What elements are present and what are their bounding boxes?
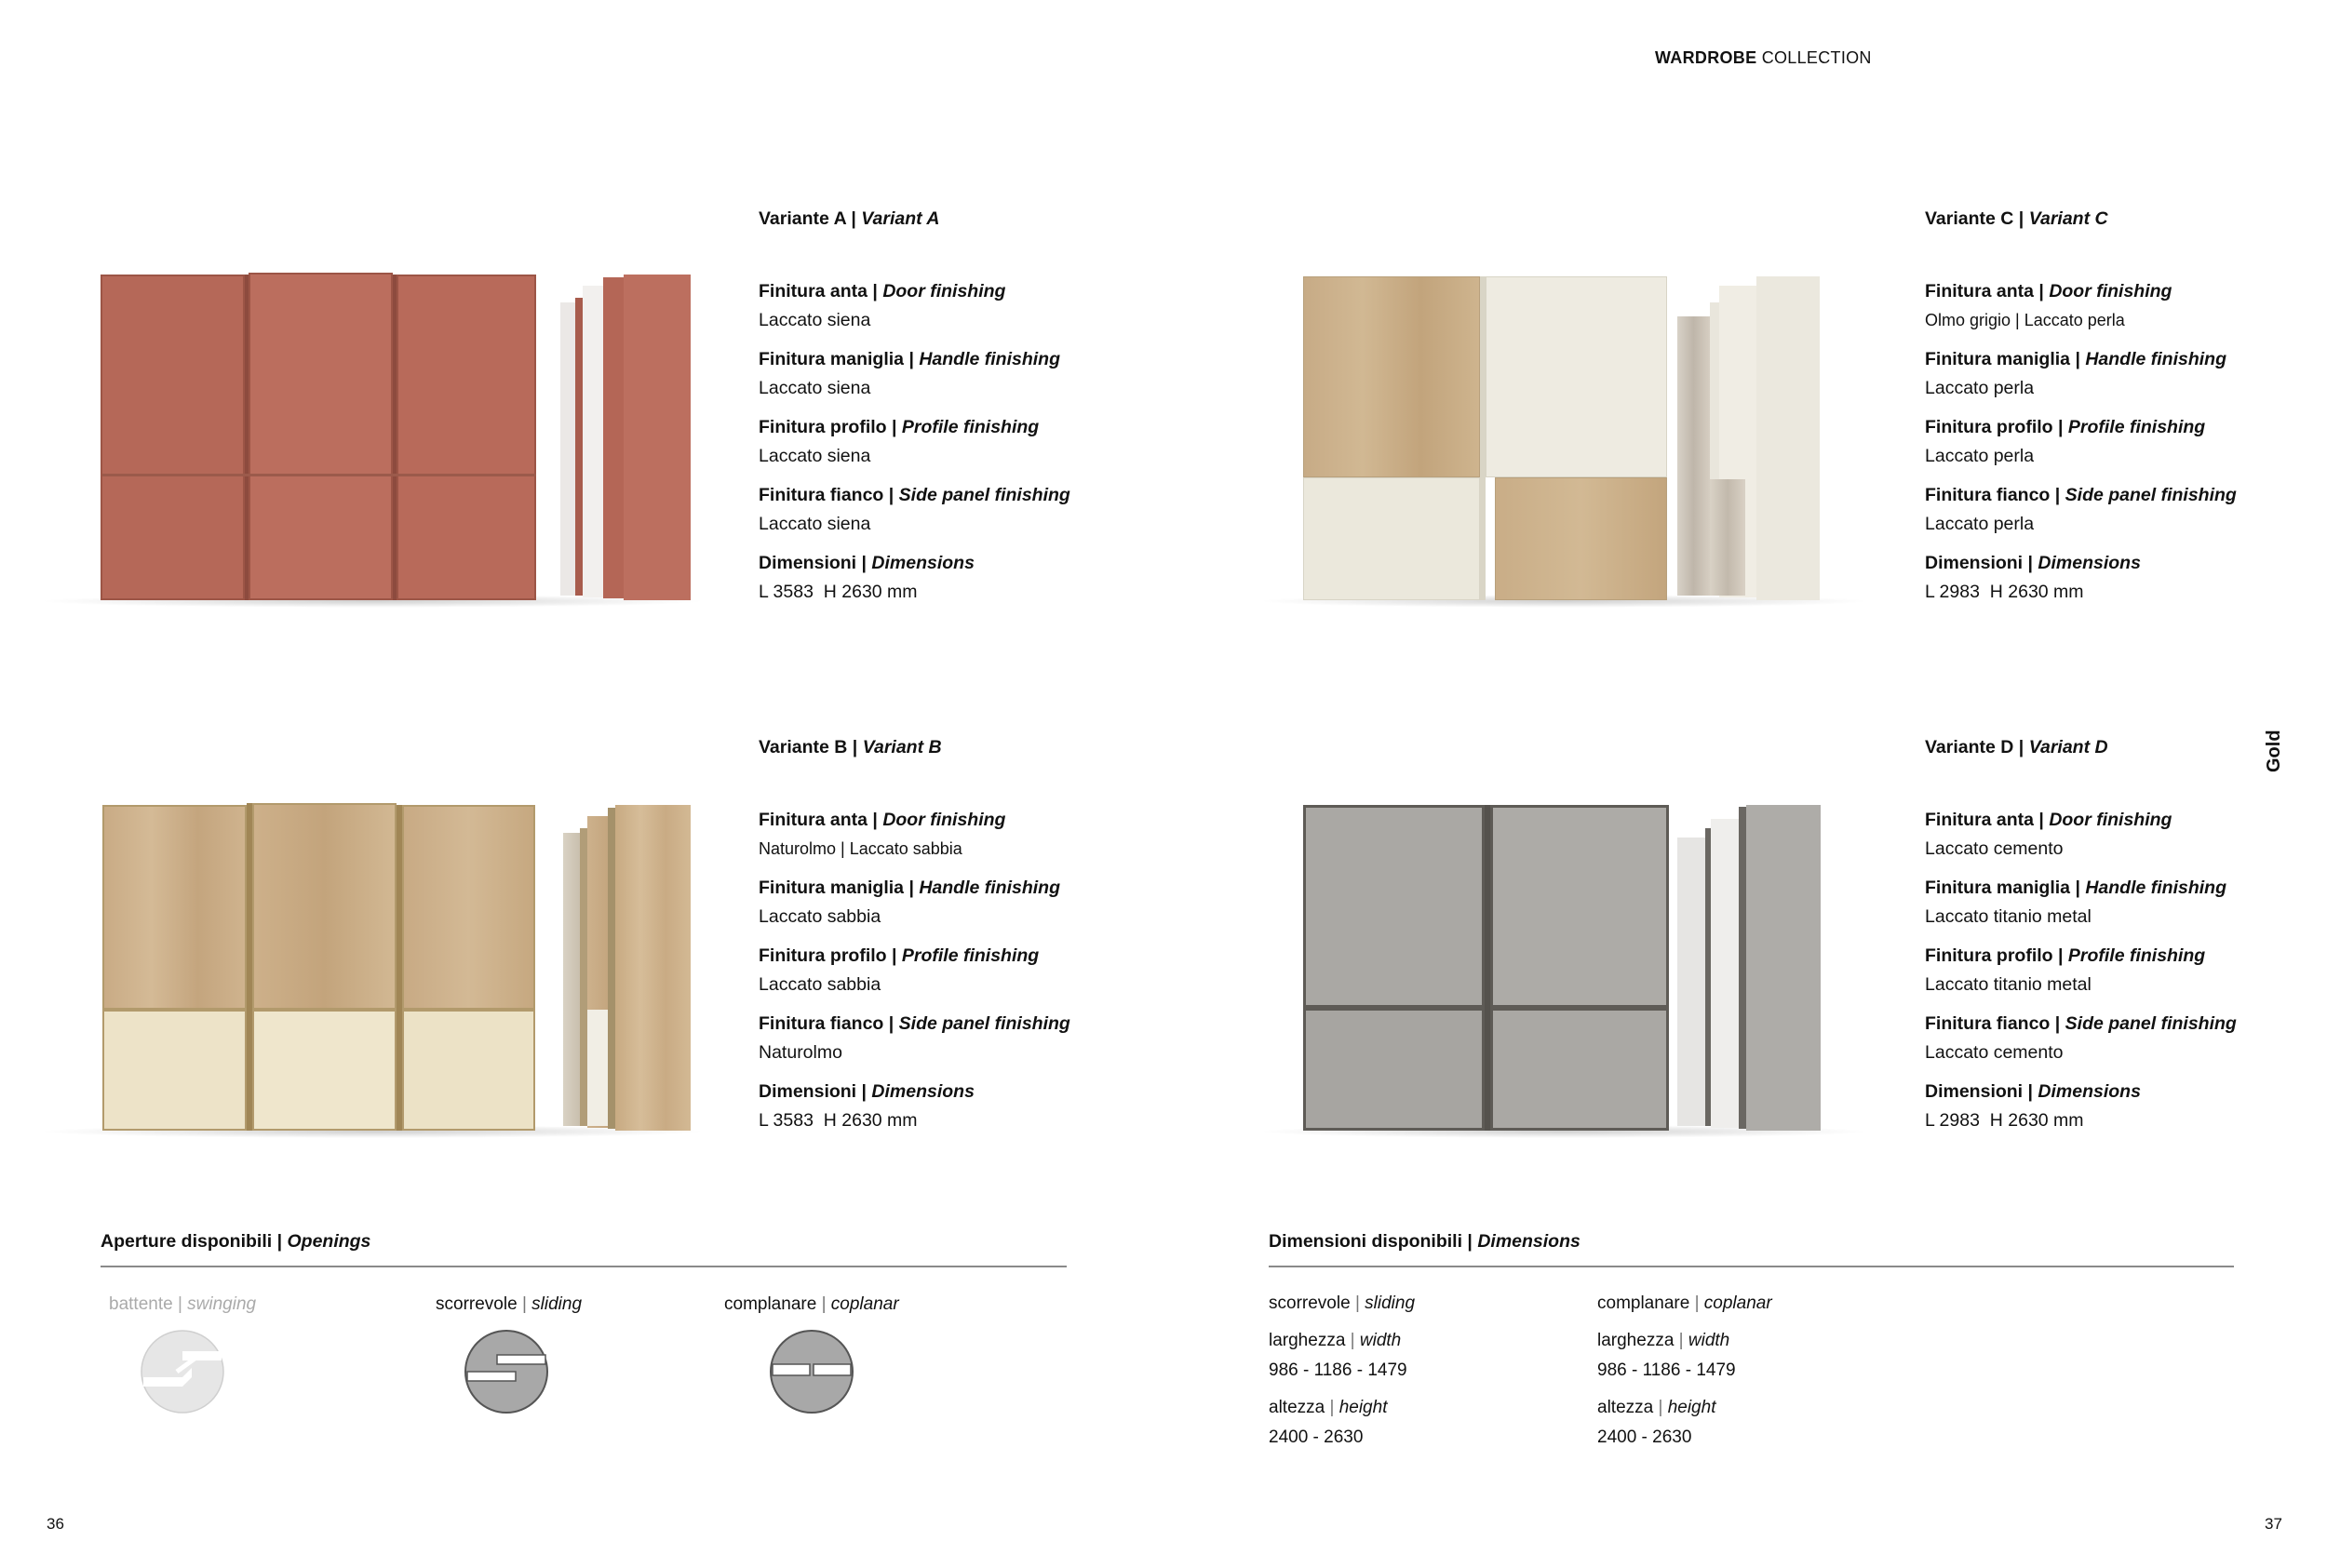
header-bold: WARDROBE xyxy=(1655,48,1757,67)
side-panel-finishing-label: Finitura fianco | Side panel finishing xyxy=(1925,485,2237,505)
door-panel xyxy=(402,1010,535,1131)
handle-finishing-label: Finitura maniglia | Handle finishing xyxy=(1925,349,2226,369)
opening-swinging-label: battente | swinging xyxy=(109,1294,257,1314)
variant-title: Variante C | Variant C xyxy=(1925,208,2108,229)
width-values: 986 - 1186 - 1479 xyxy=(1269,1360,1407,1380)
door-finishing-value: Laccato cemento xyxy=(1925,838,2064,859)
wardrobe-image-variant-b xyxy=(28,796,717,1168)
dimensions-value: L 3583 H 2630 mm xyxy=(759,1110,918,1131)
door-panel xyxy=(402,805,535,1010)
collection-header xyxy=(1655,48,1872,68)
side-panel-finishing-value: Naturolmo xyxy=(759,1042,842,1063)
door-panel xyxy=(1303,805,1485,1008)
spec-block-variant-a xyxy=(759,205,1070,617)
door-panel xyxy=(1486,276,1667,477)
page-number-right: 37 xyxy=(2265,1515,2282,1533)
door-finishing-label: Finitura anta | Door finishing xyxy=(759,281,1006,302)
handle-finishing-value: Laccato titanio metal xyxy=(1925,906,2092,927)
door-panel xyxy=(101,275,245,600)
spec-block-variant-b xyxy=(759,733,1070,1146)
door-panel xyxy=(1490,805,1669,1008)
door-panel xyxy=(252,803,397,1010)
height-label: altezza | height xyxy=(1597,1398,1716,1417)
side-panel-finishing-value: Laccato cemento xyxy=(1925,1042,2064,1063)
spec-block-variant-c xyxy=(1925,205,2237,617)
dimensions-title: Dimensioni disponibili | Dimensions xyxy=(1269,1231,1580,1252)
door-panel xyxy=(1303,1008,1485,1131)
door-finishing-label: Finitura anta | Door finishing xyxy=(759,810,1006,830)
door-panel xyxy=(102,805,247,1010)
page-number-left: 36 xyxy=(47,1515,64,1533)
profile-finishing-label: Finitura profilo | Profile finishing xyxy=(759,417,1040,437)
side-open-panel xyxy=(560,302,575,596)
side-panel-finishing-label: Finitura fianco | Side panel finishing xyxy=(759,485,1070,505)
height-label: altezza | height xyxy=(1269,1398,1388,1417)
handle-finishing-label: Finitura maniglia | Handle finishing xyxy=(759,349,1060,369)
door-panel xyxy=(252,1010,397,1131)
door-finishing-value: Naturolmo | Laccato sabbia xyxy=(759,839,962,858)
dimensions-divider xyxy=(1269,1266,2234,1267)
profile-finishing-label: Finitura profilo | Profile finishing xyxy=(759,945,1040,966)
dimensions-value: L 2983 H 2630 mm xyxy=(1925,582,2084,602)
height-values: 2400 - 2630 xyxy=(1597,1427,1692,1447)
dimensions-type-label: scorrevole | sliding xyxy=(1269,1293,1416,1313)
door-finishing-value: Laccato siena xyxy=(759,310,871,330)
width-values: 986 - 1186 - 1479 xyxy=(1597,1360,1736,1380)
door-panel xyxy=(1490,1008,1669,1131)
door-finishing-label: Finitura anta | Door finishing xyxy=(1925,281,2172,302)
handle-finishing-value: Laccato perla xyxy=(1925,378,2035,398)
variant-title: Variante A | Variant A xyxy=(759,208,940,229)
swinging-opening-icon xyxy=(140,1329,225,1414)
profile-finishing-value: Laccato titanio metal xyxy=(1925,974,2092,995)
door-finishing-value: Olmo grigio | Laccato perla xyxy=(1925,311,2125,329)
door-finishing-label: Finitura anta | Door finishing xyxy=(1925,810,2172,830)
dimensions-label: Dimensioni | Dimensions xyxy=(759,1081,975,1102)
profile-finishing-label: Finitura profilo | Profile finishing xyxy=(1925,417,2206,437)
door-panel xyxy=(1495,477,1667,600)
profile-finishing-label: Finitura profilo | Profile finishing xyxy=(1925,945,2206,966)
width-label: larghezza | width xyxy=(1269,1331,1402,1350)
dimensions-label: Dimensioni | Dimensions xyxy=(1925,553,2141,573)
profile-finishing-value: Laccato sabbia xyxy=(759,974,881,995)
door-panel xyxy=(1303,276,1480,477)
collection-side-tab: Gold xyxy=(2264,730,2284,772)
dimensions-value: L 3583 H 2630 mm xyxy=(759,582,918,602)
wardrobe-image-variant-c xyxy=(1247,265,1880,637)
handle-finishing-value: Laccato sabbia xyxy=(759,906,881,927)
door-panel xyxy=(249,273,393,600)
profile-finishing-value: Laccato perla xyxy=(1925,446,2035,466)
side-panel-finishing-label: Finitura fianco | Side panel finishing xyxy=(759,1013,1070,1034)
handle-finishing-label: Finitura maniglia | Handle finishing xyxy=(759,878,1060,898)
height-values: 2400 - 2630 xyxy=(1269,1427,1364,1447)
wardrobe-image-variant-a xyxy=(28,265,717,637)
dimensions-type-label: complanare | coplanar xyxy=(1597,1293,1772,1313)
width-label: larghezza | width xyxy=(1597,1331,1730,1350)
opening-coplanar-label: complanare | coplanar xyxy=(724,1294,899,1314)
header-rest: COLLECTION xyxy=(1756,48,1872,67)
sliding-opening-icon xyxy=(464,1329,549,1414)
side-panel-finishing-value: Laccato perla xyxy=(1925,514,2035,534)
dimensions-label: Dimensioni | Dimensions xyxy=(759,553,975,573)
variant-title: Variante D | Variant D xyxy=(1925,737,2108,757)
spec-block-variant-d xyxy=(1925,733,2237,1146)
dimensions-sliding-column xyxy=(1269,1289,1415,1453)
dimensions-coplanar-column xyxy=(1597,1289,1772,1453)
door-panel xyxy=(1303,477,1480,600)
side-panel-finishing-label: Finitura fianco | Side panel finishing xyxy=(1925,1013,2237,1034)
door-panel xyxy=(102,1010,247,1131)
opening-sliding-label: scorrevole | sliding xyxy=(436,1294,583,1314)
openings-divider xyxy=(101,1266,1067,1267)
handle-finishing-value: Laccato siena xyxy=(759,378,871,398)
dimensions-label: Dimensioni | Dimensions xyxy=(1925,1081,2141,1102)
dimensions-value: L 2983 H 2630 mm xyxy=(1925,1110,2084,1131)
handle-finishing-label: Finitura maniglia | Handle finishing xyxy=(1925,878,2226,898)
openings-title: Aperture disponibili | Openings xyxy=(101,1231,371,1252)
variant-title: Variante B | Variant B xyxy=(759,737,942,757)
coplanar-opening-icon xyxy=(769,1329,854,1414)
door-panel xyxy=(397,275,536,600)
profile-finishing-value: Laccato siena xyxy=(759,446,871,466)
wardrobe-image-variant-d xyxy=(1247,796,1880,1168)
side-panel-finishing-value: Laccato siena xyxy=(759,514,871,534)
